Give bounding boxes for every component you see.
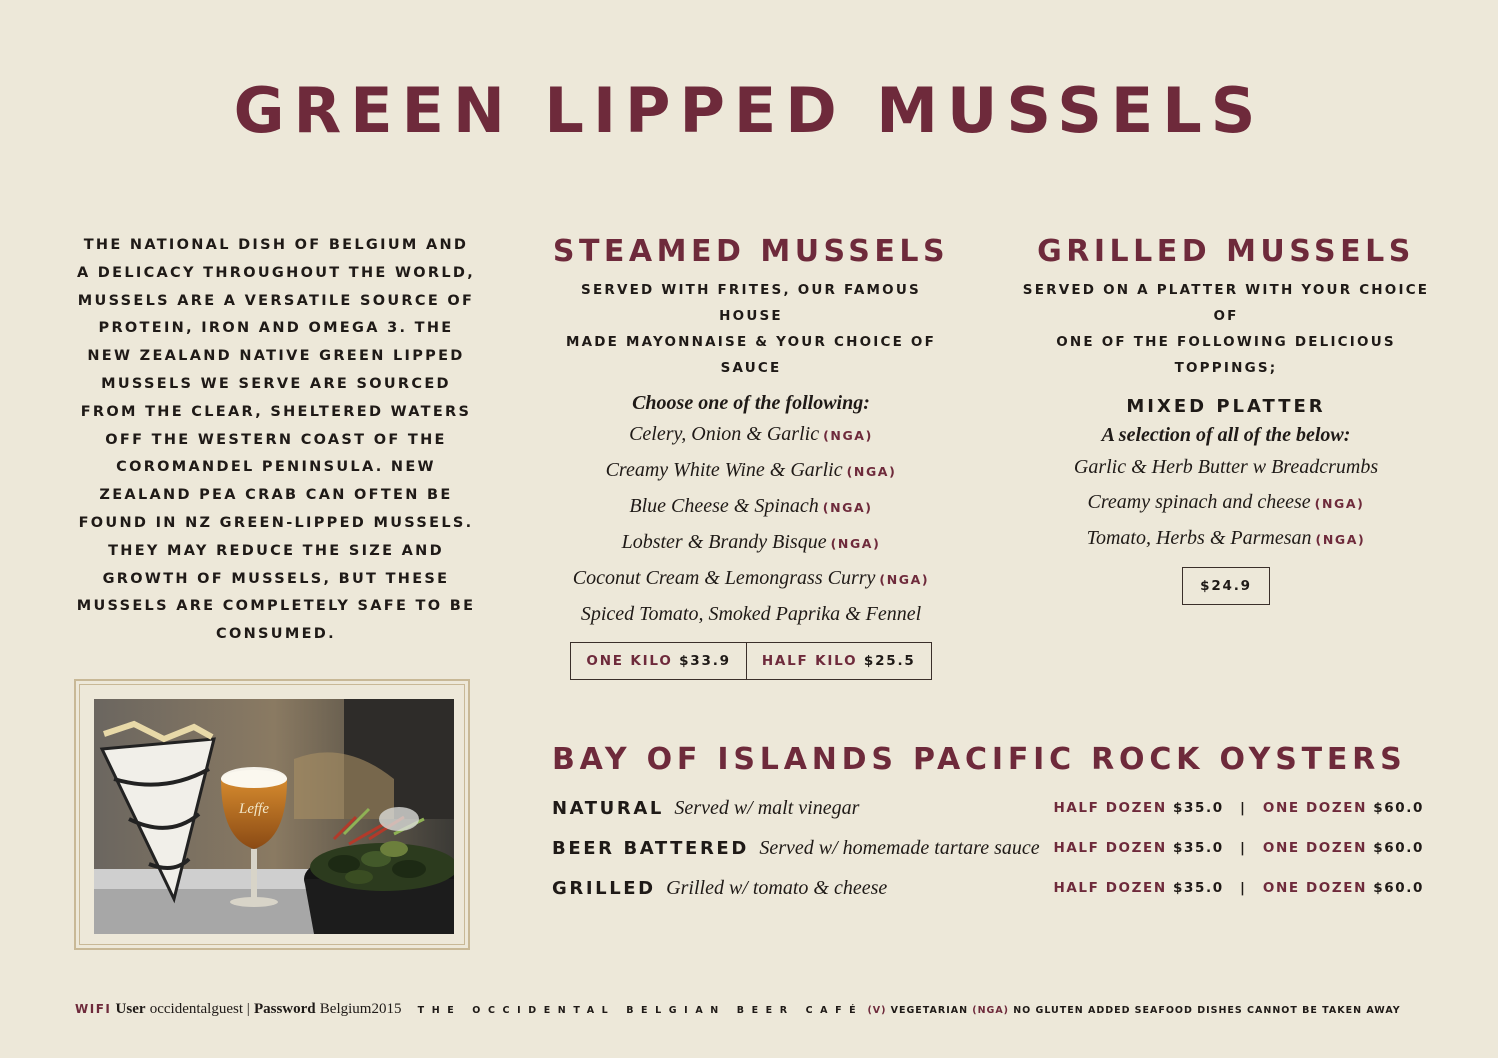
half-dozen-label: HALF DOZEN <box>1053 880 1167 896</box>
vegetarian-text: VEGETARIAN <box>890 1005 969 1016</box>
nga-footer-text: NO GLUTEN ADDED <box>1013 1005 1131 1016</box>
glass-brand-text: Leffe <box>239 801 269 817</box>
grilled-price: $24.9 <box>1182 567 1270 605</box>
oyster-desc: Served w/ malt vinegar <box>674 797 860 819</box>
grilled-served-line2: ONE OF THE FOLLOWING DELICIOUS TOPPINGS; <box>1056 334 1396 376</box>
sauce-name: Lobster & Brandy Bisque <box>621 531 827 553</box>
sauce-item <box>546 489 956 525</box>
sauce-name: Celery, Onion & Garlic <box>629 423 820 445</box>
oyster-name: BEER BATTERED <box>552 838 749 859</box>
oyster-desc: Served w/ homemade tartare sauce <box>759 837 1040 859</box>
nga-tag: (NGA) <box>1314 496 1365 511</box>
nga-tag: (NGA) <box>879 572 930 587</box>
half-dozen-price: $35.0 <box>1173 880 1224 896</box>
one-dozen-label: ONE DOZEN <box>1262 840 1367 856</box>
half-dozen-price: $35.0 <box>1173 800 1224 816</box>
nga-footer-tag: (NGA) <box>972 1005 1010 1016</box>
nga-tag: (NGA) <box>1315 532 1366 547</box>
oyster-price <box>1053 828 1424 868</box>
steamed-choose-text: Choose one of the following: <box>632 392 870 414</box>
mixed-platter-label: MIXED PLATTER <box>1126 396 1326 417</box>
one-kilo-price <box>571 643 745 679</box>
steamed-heading: STEAMED MUSSELS <box>552 234 950 269</box>
half-dozen-label: HALF DOZEN <box>1053 800 1167 816</box>
one-kilo-value: $33.9 <box>679 653 731 669</box>
mussels-photo-illustration <box>94 699 454 934</box>
oyster-desc: Grilled w/ tomato & cheese <box>666 877 888 899</box>
half-kilo-label: HALF KILO <box>761 653 858 669</box>
grilled-served-text <box>1020 277 1432 381</box>
sauce-item <box>546 561 956 597</box>
wifi-user-label: User <box>115 1001 146 1017</box>
sauce-list <box>546 417 956 632</box>
price-separator: | <box>1240 800 1247 816</box>
nga-tag: (NGA) <box>830 536 881 551</box>
topping-item <box>1020 450 1432 485</box>
sauce-item <box>546 597 956 632</box>
selection-text: A selection of all of the below: <box>1101 424 1351 446</box>
half-kilo-value: $25.5 <box>863 653 916 669</box>
page-title: GREEN LIPPED MUSSELS <box>233 74 1265 147</box>
steamed-served-line1: SERVED WITH FRITES, OUR FAMOUS HOUSE <box>581 282 921 324</box>
sauce-item <box>546 453 956 489</box>
steamed-price-box <box>570 642 931 680</box>
nga-tag: (NGA) <box>823 428 873 443</box>
price-separator: | <box>1240 840 1247 856</box>
half-kilo-price <box>746 643 931 679</box>
topping-item <box>1020 521 1432 557</box>
grilled-served-line1: SERVED ON A PLATTER WITH YOUR CHOICE OF <box>1022 282 1430 324</box>
vegetarian-tag: (V) <box>867 1005 887 1016</box>
steamed-served-text <box>546 277 956 381</box>
one-dozen-price: $60.0 <box>1373 800 1424 816</box>
sauce-name: Spiced Tomato, Smoked Paprika & Fennel <box>580 603 922 625</box>
oysters-heading: BAY OF ISLANDS PACIFIC ROCK OYSTERS <box>552 742 1407 777</box>
oyster-name: GRILLED <box>552 878 656 899</box>
oyster-price <box>1053 788 1424 828</box>
sauce-item <box>546 525 956 561</box>
half-dozen-price: $35.0 <box>1173 840 1224 856</box>
topping-name: Creamy spinach and cheese <box>1087 491 1311 513</box>
wifi-label: WIFI <box>75 1002 112 1016</box>
price-separator: | <box>1240 880 1247 896</box>
oysters-section <box>552 740 1432 908</box>
wifi-password-label: Password <box>253 1001 316 1017</box>
footer <box>75 1000 1401 1018</box>
topping-name: Garlic & Herb Butter w Breadcrumbs <box>1073 456 1379 478</box>
oyster-row <box>552 828 1432 868</box>
oyster-name: NATURAL <box>552 798 664 819</box>
sauce-item <box>546 417 956 453</box>
sauce-name: Creamy White Wine & Garlic <box>605 459 843 481</box>
cafe-name: THE OCCIDENTAL BELGIAN BEER CAFÉ <box>417 1005 864 1016</box>
sauce-name: Coconut Cream & Lemongrass Curry <box>572 567 876 589</box>
steamed-mussels-section <box>546 232 956 680</box>
sauce-name: Blue Cheese & Spinach <box>629 495 819 517</box>
seafood-note: SEAFOOD DISHES CANNOT BE TAKEN AWAY <box>1134 1005 1401 1016</box>
nga-tag: (NGA) <box>846 464 897 479</box>
steamed-served-line2: MADE MAYONNAISE & YOUR CHOICE OF SAUCE <box>565 334 937 376</box>
intro-text: THE NATIONAL DISH OF BELGIUM AND A DELICACY THROUGHOUT THE WORLD, MUSSELS ARE A VERSATILE SOURCE OF PROTEIN, IRON AND OMEGA 3. THE NEW ZEALAND NATIVE GREEN LIPPED MUSSELS WE SERVE ARE SOURCED FROM THE CLEAR, SHELTERED WATERS OFF THE WESTERN COAST OF THE COROMANDEL PENINSULA. NEW ZEALAND PEA CRAB CAN OFTEN BE FOUND IN NZ GREEN-LIPPED MUSSELS. THEY MAY REDUCE THE SIZE AND GROWTH OF MUSSELS, BUT THESE MUSSELS ARE COMPLETELY SAFE TO BE CONSUMED. <box>76 237 476 643</box>
wifi-user-value: occidentalguest | <box>149 1001 250 1017</box>
one-dozen-price: $60.0 <box>1373 840 1424 856</box>
grilled-heading: GRILLED MUSSELS <box>1037 234 1415 269</box>
oyster-price <box>1053 868 1424 908</box>
oyster-row <box>552 788 1432 828</box>
grilled-mussels-section <box>1020 232 1432 605</box>
topping-name: Tomato, Herbs & Parmesan <box>1086 527 1312 549</box>
oyster-row <box>552 868 1432 908</box>
photo-frame <box>74 679 470 950</box>
one-kilo-label: ONE KILO <box>586 653 673 669</box>
nga-tag: (NGA) <box>822 500 873 515</box>
topping-item <box>1020 485 1432 521</box>
one-dozen-price: $60.0 <box>1373 880 1424 896</box>
wifi-password-value: Belgium2015 <box>319 1001 402 1017</box>
mussels-photo <box>94 699 454 934</box>
one-dozen-label: ONE DOZEN <box>1262 880 1367 896</box>
one-dozen-label: ONE DOZEN <box>1262 800 1367 816</box>
half-dozen-label: HALF DOZEN <box>1053 840 1167 856</box>
toppings-list <box>1020 450 1432 557</box>
